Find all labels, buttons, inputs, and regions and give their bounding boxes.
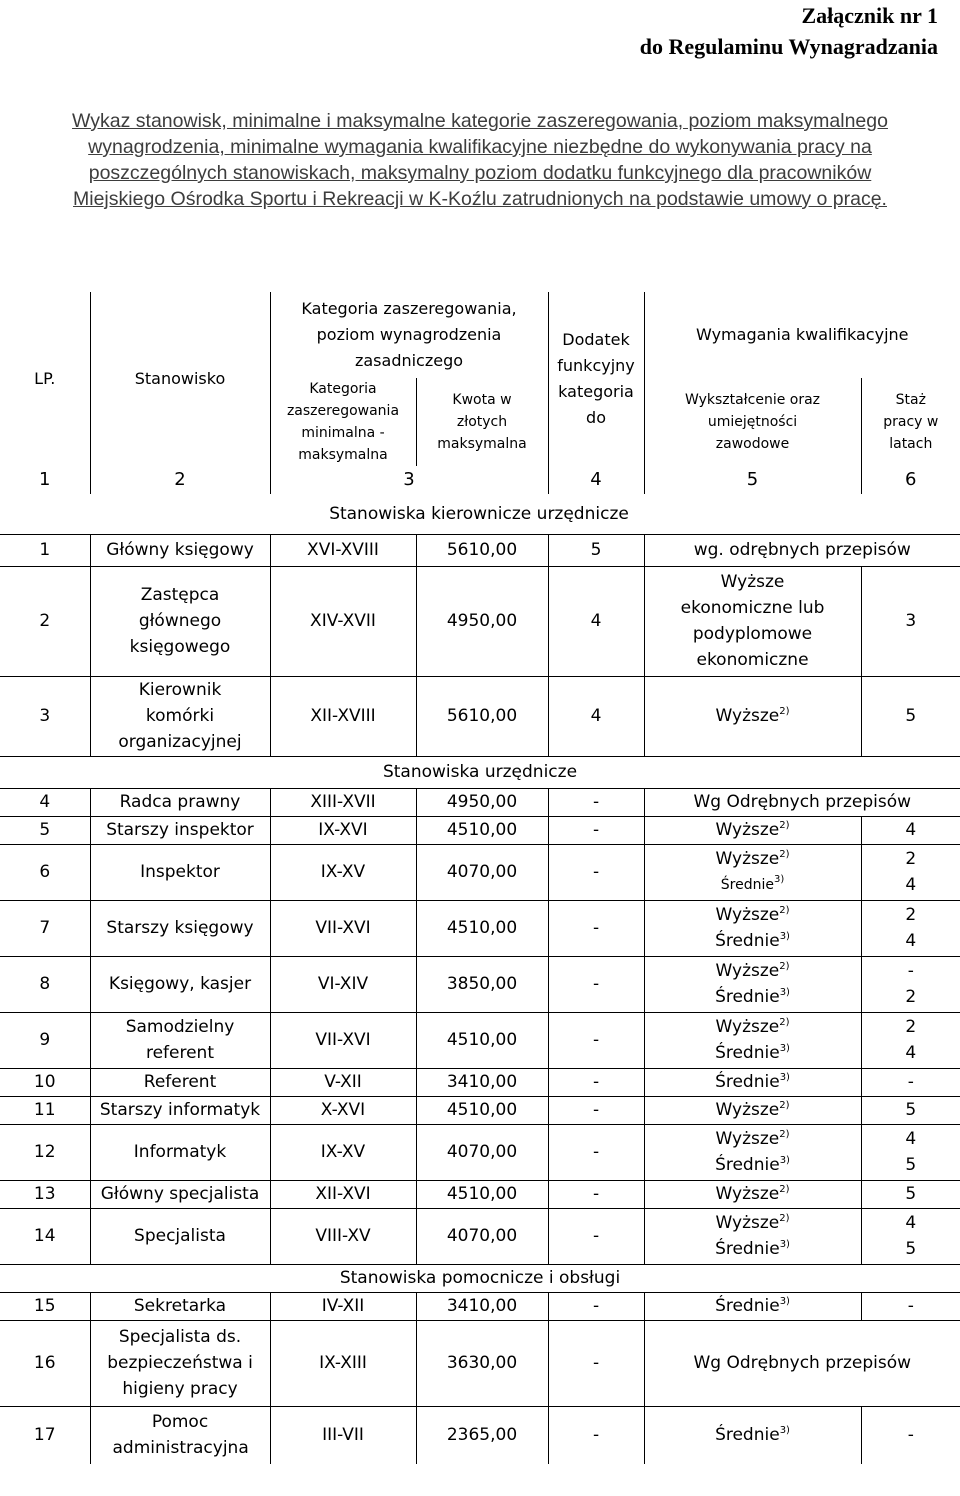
footnote-marker: 3) <box>779 1239 790 1250</box>
section-pomocnicze: Stanowiska pomocnicze i obsługi <box>0 1264 960 1292</box>
education-line-1 <box>647 958 859 984</box>
years-line-2: 5 <box>905 1155 917 1175</box>
education-line-1 <box>647 846 859 872</box>
row-education <box>644 1124 861 1180</box>
row-category: IX-XVI <box>270 816 416 844</box>
table-row <box>0 676 960 756</box>
section-urzednicze: Stanowiska urzędnicze <box>0 756 960 788</box>
row-lp: 16 <box>0 1320 90 1406</box>
education-text: Średnie <box>715 1043 780 1063</box>
header-row-1 <box>0 292 960 378</box>
row-amount: 4950,00 <box>416 788 548 816</box>
row-lp: 1 <box>0 534 90 566</box>
table-row <box>0 1180 960 1208</box>
row-category: XIII-XVII <box>270 788 416 816</box>
row-category: V-XII <box>270 1068 416 1096</box>
row-amount: 3850,00 <box>416 956 548 1012</box>
row-bonus: - <box>548 1068 644 1096</box>
table-row <box>0 1208 960 1264</box>
years-line-1: 2 <box>905 1017 917 1037</box>
section-pomocnicze-row <box>0 1264 960 1292</box>
row-years <box>861 1012 960 1068</box>
row-amount: 4070,00 <box>416 844 548 900</box>
education-line-2 <box>647 1040 859 1066</box>
education-line-2 <box>647 1152 859 1178</box>
footnote-marker: 2) <box>779 1213 790 1224</box>
header-kwota-sub: Kwota w złotych maksymalna <box>416 378 548 466</box>
row-name: Starszy informatyk <box>90 1096 270 1124</box>
row-lp: 6 <box>0 844 90 900</box>
footnote-marker: 3) <box>779 1072 790 1083</box>
header-wyksztalcenie: Wykształcenie oraz umiejętności zawodowe <box>644 378 861 466</box>
col-number-6: 6 <box>861 466 960 494</box>
row-lp: 10 <box>0 1068 90 1096</box>
footnote-marker: 3) <box>779 931 790 942</box>
years-line-1: 4 <box>905 1213 917 1233</box>
col-number-2: 2 <box>90 466 270 494</box>
row-requirements: Wg Odrębnych przepisów <box>644 1320 960 1406</box>
row-name: Główny księgowy <box>90 534 270 566</box>
row-lp: 13 <box>0 1180 90 1208</box>
header-kategoria-sub: Kategoria zaszeregowania minimalna - maksymalna <box>270 378 416 466</box>
row-education <box>644 844 861 900</box>
education-text: Średnie <box>715 987 780 1007</box>
row-bonus: - <box>548 1406 644 1464</box>
row-amount: 4510,00 <box>416 1180 548 1208</box>
row-amount: 4070,00 <box>416 1208 548 1264</box>
years-line-1: 4 <box>905 1129 917 1149</box>
row-lp: 17 <box>33 1425 56 1446</box>
years-line-1: - <box>907 961 914 981</box>
annex-heading <box>640 0 938 62</box>
row-name: Starszy księgowy <box>90 900 270 956</box>
row-category: VII-XVI <box>270 1012 416 1068</box>
row-lp: 14 <box>0 1208 90 1264</box>
row-bonus: - <box>548 956 644 1012</box>
education-line-1 <box>647 1126 859 1152</box>
education-text: Wyższe <box>715 849 780 869</box>
col-number-1: 1 <box>39 469 51 490</box>
row-name: Referent <box>90 1068 270 1096</box>
years-line-1: 2 <box>905 849 917 869</box>
row-education <box>644 1068 861 1096</box>
row-amount: 4950,00 <box>416 566 548 676</box>
intro-paragraph: Wykaz stanowisk, minimalne i maksymalne kategorie zaszeregowania, poziom maksymalnego wynagrodzenia, minimalne wymagania kwalifikacyjne niezbędne do wykonywania pracy na poszczególnych stanowiskach, maksymalny poziom dodatku funkcyjnego dla pracowników Miejskiego Ośrodka Sportu i Rekreacji w K-Koźlu zatrudnionych na podstawie umowy o pracę. <box>72 110 888 210</box>
row-bonus: - <box>548 1180 644 1208</box>
row-years <box>861 900 960 956</box>
row-bonus: - <box>548 1096 644 1124</box>
table-row <box>0 900 960 956</box>
education-text: Wyższe <box>715 1213 780 1233</box>
row-years <box>861 956 960 1012</box>
row-education <box>644 1096 861 1124</box>
education-text: Wyższe <box>715 905 780 925</box>
col-number-5: 5 <box>644 466 861 494</box>
row-amount: 4510,00 <box>416 1012 548 1068</box>
row-amount: 4510,00 <box>416 900 548 956</box>
row-education: Wyższe ekonomiczne lub podyplomowe ekonomiczne <box>644 566 861 676</box>
table-row <box>0 844 960 900</box>
row-education <box>644 1012 861 1068</box>
table-row <box>0 1124 960 1180</box>
row-bonus: - <box>548 1292 644 1320</box>
row-lp: 4 <box>0 788 90 816</box>
row-category: XIV-XVII <box>270 566 416 676</box>
education-text: Wyższe <box>715 1129 780 1149</box>
footnote-marker: 3) <box>779 987 790 998</box>
row-category: VIII-XV <box>270 1208 416 1264</box>
years-line-2: 4 <box>905 875 917 895</box>
row-bonus: - <box>548 844 644 900</box>
row-lp: 2 <box>0 566 90 676</box>
row-category: IV-XII <box>270 1292 416 1320</box>
table-row <box>0 788 960 816</box>
row-name: Starszy inspektor <box>90 816 270 844</box>
row-category: VI-XIV <box>270 956 416 1012</box>
row-category: XII-XVI <box>270 1180 416 1208</box>
footnote-marker: 3) <box>779 1296 790 1307</box>
footnote-marker: 2) <box>779 706 790 717</box>
table-row <box>0 1406 960 1464</box>
footnote-marker: 2) <box>779 1017 790 1028</box>
footnote-marker: 2) <box>779 961 790 972</box>
years-line-2: 2 <box>905 987 917 1007</box>
education-text: Wyższe <box>715 706 780 726</box>
row-years: 4 <box>861 816 960 844</box>
row-category: XVI-XVIII <box>270 534 416 566</box>
row-name: Księgowy, kasjer <box>90 956 270 1012</box>
table-row <box>0 1012 960 1068</box>
years-line-2: 5 <box>905 1239 917 1259</box>
education-text: Średnie <box>715 1155 780 1175</box>
table-row <box>0 1096 960 1124</box>
section-urzednicze-row <box>0 756 960 788</box>
row-bonus: - <box>548 788 644 816</box>
education-line-2 <box>647 872 859 898</box>
row-category: XII-XVIII <box>270 676 416 756</box>
row-lp: 9 <box>0 1012 90 1068</box>
header-stanowisko: Stanowisko <box>90 292 270 466</box>
row-amount: 4510,00 <box>416 816 548 844</box>
row-amount: 2365,00 <box>416 1406 548 1464</box>
row-amount: 5610,00 <box>416 534 548 566</box>
education-line-2 <box>647 984 859 1010</box>
row-name: Informatyk <box>90 1124 270 1180</box>
table-row <box>0 534 960 566</box>
row-bonus: - <box>548 816 644 844</box>
row-amount: 4510,00 <box>416 1096 548 1124</box>
table-row <box>0 1320 960 1406</box>
positions-table <box>0 292 960 1464</box>
header-dodatek: Dodatek funkcyjny kategoria do <box>548 292 644 466</box>
table-row <box>0 816 960 844</box>
education-text: Średnie <box>715 1072 780 1092</box>
row-years <box>861 1124 960 1180</box>
row-lp: 7 <box>0 900 90 956</box>
education-text: Wyższe <box>715 1184 780 1204</box>
row-amount: 5610,00 <box>416 676 548 756</box>
header-staz: Staż pracy w latach <box>861 378 960 466</box>
row-name: Główny specjalista <box>90 1180 270 1208</box>
row-name: Inspektor <box>90 844 270 900</box>
row-years: 5 <box>861 1096 960 1124</box>
education-text: Średnie <box>715 1296 780 1316</box>
row-education <box>644 900 861 956</box>
col-number-4: 4 <box>548 466 644 494</box>
row-years <box>861 844 960 900</box>
footnote-marker: 3) <box>773 874 785 885</box>
row-amount: 3410,00 <box>416 1068 548 1096</box>
education-text: Średnie <box>715 1425 780 1446</box>
education-line-1 <box>647 902 859 928</box>
footnote-marker: 2) <box>779 820 790 831</box>
row-requirements: Wg Odrębnych przepisów <box>644 788 960 816</box>
education-text: Wyższe <box>715 961 780 981</box>
education-line-1 <box>647 1210 859 1236</box>
row-education <box>644 956 861 1012</box>
footnote-marker: 2) <box>779 1129 790 1140</box>
row-education <box>644 1208 861 1264</box>
table-row <box>0 956 960 1012</box>
row-amount: 3410,00 <box>416 1292 548 1320</box>
row-amount: 3630,00 <box>416 1320 548 1406</box>
row-name: Sekretarka <box>90 1292 270 1320</box>
row-lp: 5 <box>0 816 90 844</box>
row-category: X-XVI <box>270 1096 416 1124</box>
row-education <box>644 1406 861 1464</box>
header-wymagania-group: Wymagania kwalifikacyjne <box>644 292 960 378</box>
row-years: - <box>861 1406 960 1464</box>
row-name: Zastępca głównego księgowego <box>90 566 270 676</box>
education-line-2 <box>647 928 859 954</box>
row-bonus: - <box>548 900 644 956</box>
table-row <box>0 566 960 676</box>
footnote-marker: 2) <box>779 905 790 916</box>
education-text: Wyższe <box>715 820 780 840</box>
section-kierownicze: Stanowiska kierownicze urzędnicze <box>0 494 960 534</box>
row-category: III-VII <box>270 1406 416 1464</box>
row-years: 5 <box>861 676 960 756</box>
header-kategoria-group: Kategoria zaszeregowania, poziom wynagrodzenia zasadniczego <box>270 292 548 378</box>
row-name: Samodzielny referent <box>90 1012 270 1068</box>
row-years: - <box>861 1292 960 1320</box>
education-text: Wyższe <box>715 1017 780 1037</box>
row-name: Specjalista ds. bezpieczeństwa i higieny pracy <box>90 1320 270 1406</box>
row-education <box>644 816 861 844</box>
row-bonus: - <box>548 1208 644 1264</box>
education-text: Wyższe <box>715 1100 780 1120</box>
row-category: IX-XIII <box>270 1320 416 1406</box>
row-lp: 3 <box>0 676 90 756</box>
footnote-marker: 3) <box>779 1425 790 1437</box>
years-line-1: 2 <box>905 905 917 925</box>
row-name: Radca prawny <box>90 788 270 816</box>
row-name: Pomoc administracyjna <box>90 1406 270 1464</box>
column-numbers-row <box>0 466 960 494</box>
education-text: Średnie <box>715 1239 780 1259</box>
row-lp: 15 <box>0 1292 90 1320</box>
row-education <box>644 1292 861 1320</box>
row-bonus: 5 <box>548 534 644 566</box>
header-lp: LP. <box>34 369 56 388</box>
row-bonus: - <box>548 1320 644 1406</box>
row-requirements: wg. odrębnych przepisów <box>644 534 960 566</box>
footnote-marker: 2) <box>779 1100 790 1111</box>
row-category: IX-XV <box>270 1124 416 1180</box>
row-bonus: 4 <box>548 676 644 756</box>
row-name: Specjalista <box>90 1208 270 1264</box>
row-years <box>861 1208 960 1264</box>
years-line-2: 4 <box>905 931 917 951</box>
years-line-2: 4 <box>905 1043 917 1063</box>
row-education <box>644 1180 861 1208</box>
footnote-marker: 2) <box>779 1184 790 1195</box>
row-category: VII-XVI <box>270 900 416 956</box>
row-bonus: 4 <box>548 566 644 676</box>
row-name: Kierownik komórki organizacyjnej <box>90 676 270 756</box>
table-row <box>0 1292 960 1320</box>
education-text: Średnie <box>715 931 780 951</box>
row-lp: 11 <box>0 1096 90 1124</box>
row-bonus: - <box>548 1012 644 1068</box>
annex-line-2: do Regulaminu Wynagradzania <box>639 34 938 59</box>
row-bonus: - <box>548 1124 644 1180</box>
footnote-marker: 2) <box>779 849 790 860</box>
footnote-marker: 3) <box>779 1043 790 1054</box>
education-line-1 <box>647 1014 859 1040</box>
row-lp: 8 <box>0 956 90 1012</box>
footnote-marker: 3) <box>779 1155 790 1166</box>
annex-line-1: Załącznik nr 1 <box>801 3 938 28</box>
row-lp: 12 <box>0 1124 90 1180</box>
row-years: 3 <box>861 566 960 676</box>
row-amount: 4070,00 <box>416 1124 548 1180</box>
education-line-2 <box>647 1236 859 1262</box>
row-years: - <box>861 1068 960 1096</box>
row-years: 5 <box>861 1180 960 1208</box>
table-row <box>0 1068 960 1096</box>
section-kierownicze-row <box>0 494 960 534</box>
row-category: IX-XV <box>270 844 416 900</box>
col-number-3: 3 <box>270 466 548 494</box>
row-education <box>644 676 861 756</box>
education-text: Średnie <box>720 877 774 893</box>
